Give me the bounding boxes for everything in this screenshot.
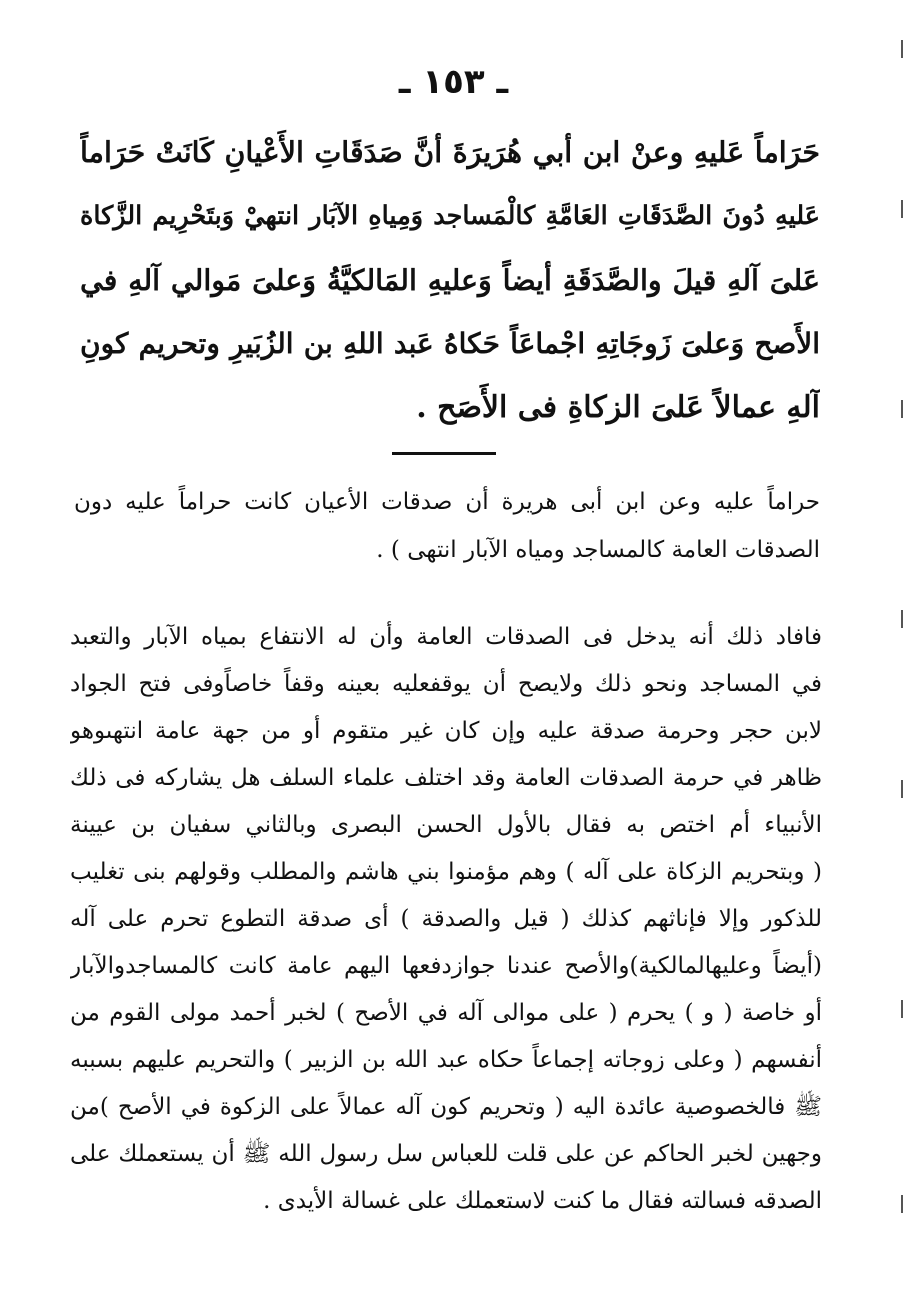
scan-edge-mark (901, 1195, 903, 1213)
commentary-line: (أيضاً وعليهالمالكية)والأصح عندنا جوازدفعها اليهم عامة كانت كالمساجدوالآبار (70, 953, 822, 979)
matn-line: عَلىَ آلهِ قيلَ والصَّدَقَةِ أيضاً وَعليهِ المَالكيَّةُ وَعلىَ مَوالي آلهِ في (80, 263, 820, 297)
commentary-line: ظاهر في حرمة الصدقات العامة وقد اختلف علماء السلف هل يشاركه فى ذلك (70, 765, 822, 791)
commentary-line: الصدقه فسالته فقال ما كنت لاستعملك على غسالة الأيدى . (263, 1188, 822, 1214)
commentary-line: في المساجد ونحو ذلك ولايصح أن يوقفعليه بعينه وقفاً خاصاًوفى فتح الجواد (70, 671, 822, 697)
commentary-text-block (70, 614, 822, 1225)
scan-edge-mark (901, 610, 903, 628)
commentary-line: ( وبتحريم الزكاة على آله ) وهم مؤمنوا بني هاشم والمطلب وقولهم بنى تغليب (70, 859, 822, 885)
commentary-line: أنفسهم ( وعلى زوجاته إجماعاً حكاه عبد الله بن الزبير ) والتحريم عليهم بسببه (70, 1047, 822, 1073)
matn-line: الأَصح وَعلىَ زَوجَاتِهِ اجْماعَاً حَكاهُ عَبد اللهِ بن الزُبَيرِ وتحريم كونِ (80, 327, 820, 360)
quoted-text-block (74, 478, 820, 574)
page-number: ـ ١٥٣ ـ (398, 62, 509, 102)
commentary-line: وجهين لخبر الحاكم عن على قلت للعباس سل رسول الله ﷺ أن يستعملك على (70, 1141, 822, 1167)
matn-line: حَرَاماً عَليهِ وعنْ ابن أبي هُرَيرَةَ أنَّ صَدَقَاتِ الأَعْيانِ كَانَتْ حَرَاماً (80, 135, 820, 169)
matn-line: آلهِ عمالاً عَلىَ الزكاةِ فى الأَصَح . (416, 390, 820, 425)
commentary-line: الأنبياء أم اختص به فقال بالأول الحسن البصرى وبالثاني سفيان بن عيينة (70, 812, 822, 838)
quote-line: الصدقات العامة كالمساجد ومياه الآبار انتهى ) . (376, 537, 820, 563)
matn-line: عَليهِ دُونَ الصَّدَقَاتِ العَامَّةِ كالْمَساجد وَمِياهِ الآبَار انتهيْ وَبتَحْرِيم الزَّكاة (80, 201, 820, 231)
matn-text-block (80, 120, 820, 440)
commentary-line: للذكور وإلا فإناثهم كذلك ( قيل والصدقة ) أى صدقة التطوع تحرم على آله (70, 906, 822, 932)
quote-line: حراماً عليه وعن ابن أبى هريرة أن صدقات الأعيان كانت حراماً عليه دون (74, 489, 820, 515)
commentary-line: لابن حجر وحرمة صدقة عليه وإن كان غير متقوم أو من جهة عامة انتهىوهو (70, 718, 822, 744)
scan-edge-mark (901, 780, 903, 798)
scan-edge-mark (901, 200, 903, 218)
commentary-line: ﷺ فالخصوصية عائدة اليه ( وتحريم كون آله عمالاً على الزكوة في الأصح )من (70, 1094, 822, 1120)
scan-edge-mark (901, 400, 903, 418)
commentary-line: فافاد ذلك أنه يدخل فى الصدقات العامة وأن له الانتفاع بمياه الآبار والتعبد (70, 624, 822, 650)
scan-edge-mark (901, 40, 903, 58)
section-divider (392, 452, 496, 455)
scan-edge-mark (901, 1000, 903, 1018)
commentary-line: أو خاصة ( و ) يحرم ( على موالى آله في الأصح ) لخبر أحمد مولى القوم من (70, 1000, 822, 1026)
